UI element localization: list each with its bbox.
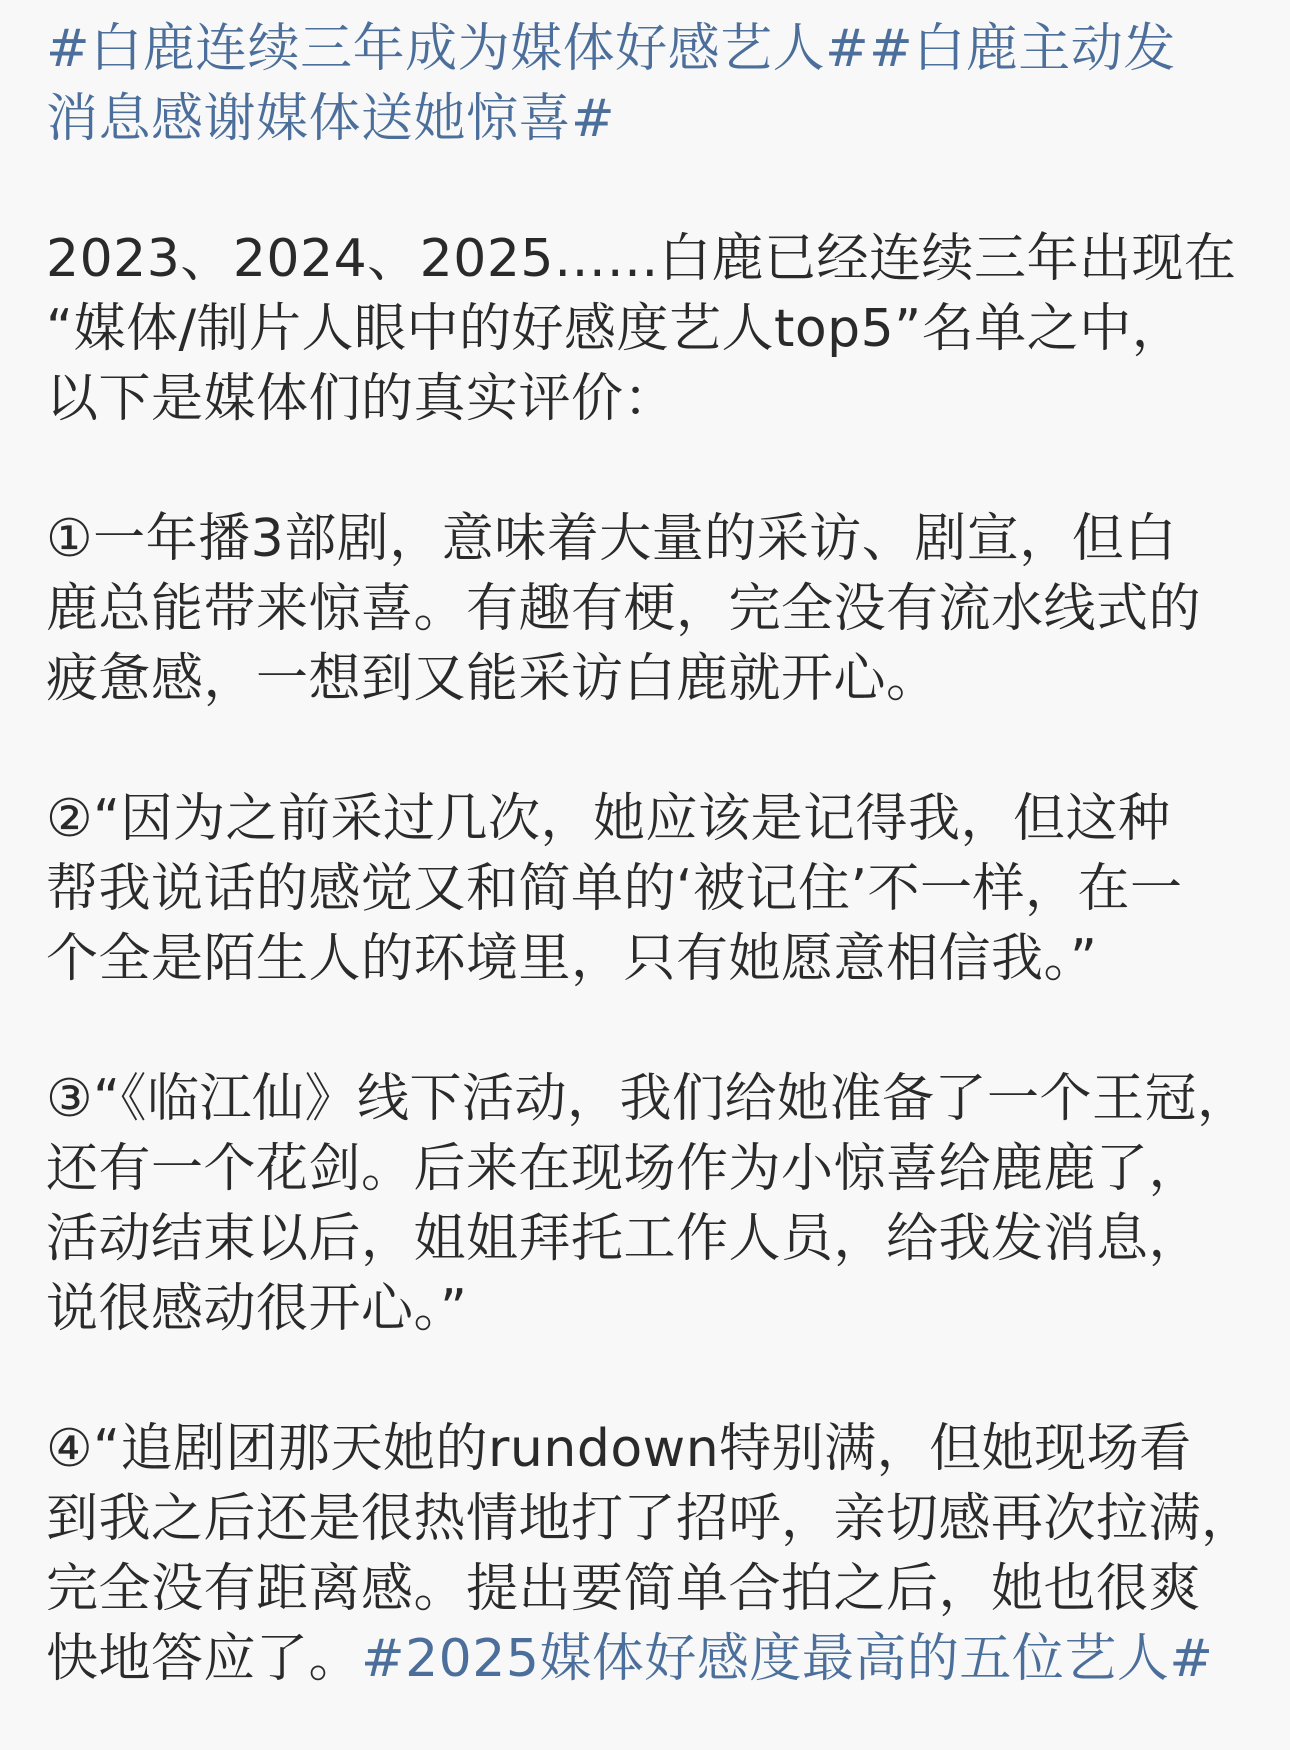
intro-line-2: “媒体/制片人眼中的好感度艺人top5”名单之中， — [46, 299, 1185, 359]
item-4-line-4 — [46, 1624, 1240, 1694]
topic-hashtag-line-1[interactable]: #白鹿连续三年成为媒体好感艺人##白鹿主动发 — [46, 19, 1176, 79]
item-3-line-3: 活动结束以后，姐姐拜托工作人员，给我发消息， — [46, 1209, 1202, 1269]
item-4-line-2: 到我之后还是很热情地打了招呼，亲切感再次拉满， — [46, 1489, 1254, 1549]
item-2-line-2: 帮我说话的感觉又和简单的‘被记住’不一样，在一 — [46, 859, 1183, 919]
item-3-line-1: ③“《临江仙》线下活动，我们给她准备了一个王冠， — [46, 1069, 1250, 1129]
item-2-line-3: 个全是陌生人的环境里，只有她愿意相信我。” — [46, 929, 1098, 989]
item-2-line-1: ②“因为之前采过几次，她应该是记得我，但这种 — [46, 789, 1171, 849]
intro-line-1: 2023、2024、2025……白鹿已经连续三年出现在 — [46, 229, 1237, 289]
paragraph-spacer — [46, 714, 1240, 784]
item-4-line-4-text: 快地答应了。 — [46, 1629, 362, 1689]
intro-line-3: 以下是媒体们的真实评价： — [46, 369, 677, 429]
topic-hashtag-line-2[interactable]: 消息感谢媒体送她惊喜# — [46, 89, 616, 149]
item-1-line-2: 鹿总能带来惊喜。有趣有梗，完全没有流水线式的 — [46, 579, 1202, 639]
item-1-line-3: 疲惫感，一想到又能采访白鹿就开心。 — [46, 649, 939, 709]
item-4-line-3: 完全没有距离感。提出要简单合拍之后，她也很爽 — [46, 1559, 1202, 1619]
ending-hashtag-link[interactable]: #2025媒体好感度最高的五位艺人# — [361, 1629, 1214, 1689]
paragraph-spacer — [46, 1344, 1240, 1414]
paragraph-spacer — [46, 154, 1240, 224]
item-4-line-1: ④“追剧团那天她的rundown特别满，但她现场看 — [46, 1419, 1192, 1479]
paragraph-spacer — [46, 434, 1240, 504]
item-1-line-1: ①一年播3部剧，意味着大量的采访、剧宣，但白 — [46, 509, 1177, 569]
item-3-line-4: 说很感动很开心。” — [46, 1279, 468, 1339]
paragraph-spacer — [46, 994, 1240, 1064]
item-3-line-2: 还有一个花剑。后来在现场作为小惊喜给鹿鹿了， — [46, 1139, 1202, 1199]
